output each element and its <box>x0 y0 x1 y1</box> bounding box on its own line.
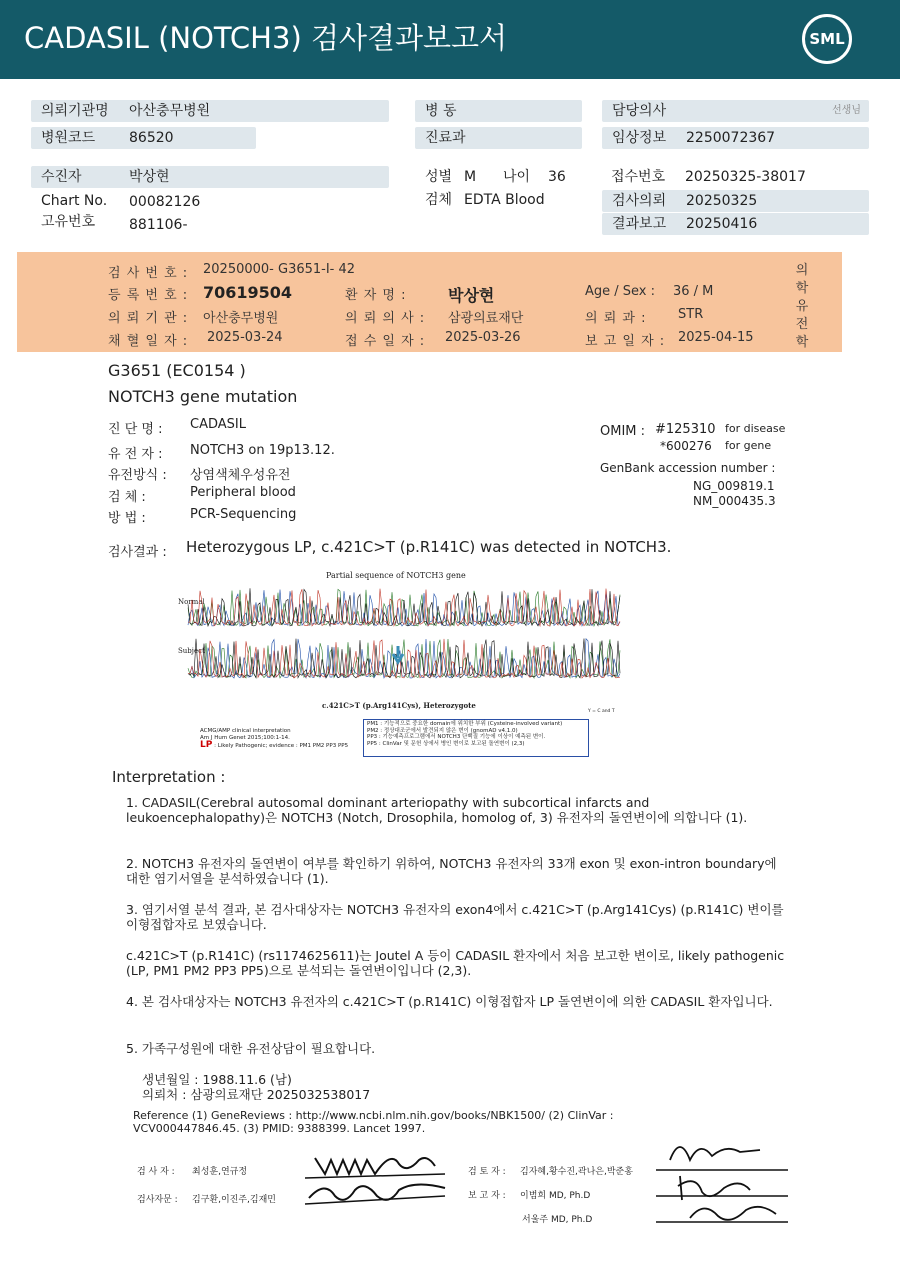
diagnosis-value: CADASIL <box>190 417 246 432</box>
age-value: 36 <box>548 169 566 185</box>
figure-caption: c.421C>T (p.Arg141Cys), Heterozygote <box>322 701 476 710</box>
acmg-reference <box>200 728 348 750</box>
request-label: 검사의뢰 <box>612 193 667 209</box>
scan-dept-label: 의 뢰 과 : <box>585 311 647 326</box>
tester-value: 최성훈,연규정 <box>192 1167 248 1177</box>
receipt-no-label: 접수번호 <box>611 169 666 185</box>
evidence-pm2: PM2 : 정상대조군에서 발견되지 않은 변이 (gnomAD v4.1.0) <box>367 727 518 734</box>
patient-label: 수진자 <box>41 169 82 185</box>
specimen-label-doc: 검 체 : <box>108 490 146 505</box>
scan-requester-label: 의 뢰 의 사 : <box>345 311 426 326</box>
scan-collect-value: 2025-03-24 <box>207 330 283 345</box>
scan-receive-label: 접 수 일 자 : <box>345 334 426 349</box>
scan-patient-label: 환 자 명 : <box>345 288 407 303</box>
interpretation-p3b: c.421C>T (p.R141C) (rs1174625611)는 Joutel A 등이 CADASIL 환자에서 처음 보고한 변이로, likely pathogenic (LP, PM1 PM2 PP3 PP5)으로 분석되는 돌연변이입니다 (2,3). <box>126 948 785 978</box>
interpretation-p2: 2. NOTCH3 유전자의 돌연변이 여부를 확인하기 위하여, NOTCH3 유전자의 33개 exon 및 exon-intron boundary에 대한 염기서열을 분석하였습니다 (1). <box>126 856 777 886</box>
scan-vertical-text: 의학유전학 <box>795 263 809 350</box>
scan-report-label: 보 고 일 자 : <box>585 334 666 349</box>
chart-value: 00082126 <box>129 194 201 210</box>
lp-label: LP <box>200 740 213 750</box>
evidence-pm1: PM1 : 기능적으로 중요한 domain에 위치한 부위 (Cysteine-involved variant) <box>367 721 563 727</box>
test-code: G3651 (EC0154 ) <box>108 361 246 380</box>
interpretation-p1: 1. CADASIL(Cerebral autosomal dominant arteriopathy with subcortical infarcts and leukoencephalopathy)은 NOTCH3 (Notch, Drosophila, homolog of, 3) 유전자의 돌연변이에 의합니다 (1). <box>126 795 748 825</box>
scan-receive-value: 2025-03-26 <box>445 330 521 345</box>
interpretation-p3: 3. 염기서열 분석 결과, 본 검사대상자는 NOTCH3 유전자의 exon4에서 c.421C>T (p.Arg141Cys) (p.R141C) 변이를 이형접합자로 보였습니다. <box>126 902 784 932</box>
id-label: 고유번호 <box>41 214 96 230</box>
report-row <box>602 213 869 235</box>
scan-report-value: 2025-04-15 <box>678 330 754 345</box>
requester-line: 의뢰처 : 삼광의료재단 2025032538017 <box>142 1087 371 1102</box>
evidence-legend-box <box>363 719 589 757</box>
scan-test-no-label: 검 사 번 호 : <box>108 266 189 281</box>
doctor-row <box>602 100 869 122</box>
omim-label: OMIM : <box>600 424 646 439</box>
advisor-label: 검사자문 : <box>137 1195 178 1205</box>
evidence-pp5: PP5 : ClinVar 및 문헌 상에서 병인 변이로 보고된 돌연변이 (2,3) <box>367 740 525 747</box>
reporter-label: 보 고 자 : <box>468 1191 506 1201</box>
report-label: 결과보고 <box>612 216 667 232</box>
acmg-line2: Am J Hum Genet 2015;100:1-14. <box>200 735 290 741</box>
clinical-info-value: 2250072367 <box>686 130 776 146</box>
acmg-line1: ACMG/AMP clinical interpretation <box>200 728 291 734</box>
gene-label: 유 전 자 : <box>108 447 163 462</box>
scan-dept-value: STR <box>678 307 704 322</box>
method-label: 방 법 : <box>108 511 146 526</box>
genbank-label: GenBank accession number : <box>600 461 776 475</box>
interpretation-heading: Interpretation : <box>112 768 226 786</box>
request-row <box>602 190 869 212</box>
scan-patient-value: 박상현 <box>448 286 495 305</box>
scan-age-sex-label: Age / Sex : <box>585 284 656 299</box>
hospital-code-row <box>31 127 256 149</box>
sex-label: 성별 <box>425 169 453 185</box>
doctor-label: 담당의사 <box>612 103 667 119</box>
result-value: Heterozygous LP, c.421C>T (p.R141C) was detected in NOTCH3. <box>186 538 672 556</box>
sequence-traces <box>188 588 620 678</box>
clinical-info-row <box>602 127 869 149</box>
interpretation-p5: 5. 가족구성원에 대한 유전상담이 필요합니다. <box>126 1041 376 1056</box>
inheritance-value: 상염색체우성유전 <box>190 468 291 483</box>
doctor-suffix: 선생님 <box>832 105 861 116</box>
evidence-pp3: PP3 : 기능예측프로그램에서 NOTCH3 단백질 기능에 이상이 예측된 변이. <box>367 734 546 740</box>
figure-yct-note: Y = C and T <box>588 709 615 714</box>
report-title: CADASIL (NOTCH3) 검사결과보고서 <box>24 21 508 55</box>
birth-date: 생년월일 : 1988.11.6 (남) <box>142 1072 292 1087</box>
omim-gene: *600276 <box>660 439 712 453</box>
reviewer-label: 검 토 자 : <box>468 1167 506 1177</box>
ward-row <box>415 100 582 122</box>
scan-reg-no-label: 등 록 번 호 : <box>108 288 189 303</box>
scan-collect-label: 채 혈 일 자 : <box>108 334 189 349</box>
ward-label: 병 동 <box>425 103 457 119</box>
omim-gene-note: for gene <box>725 439 772 452</box>
omim-disease: #125310 <box>655 422 716 437</box>
inheritance-label: 유전방식 : <box>108 468 167 483</box>
result-label: 검사결과 : <box>108 545 167 560</box>
scan-requester-value: 삼광의료재단 <box>448 311 524 326</box>
reference-line: Reference (1) GeneReviews : http://www.ncbi.nlm.nih.gov/books/NBK1500/ (2) ClinVar : VCV000447846.45. (3) PMID: 9388399. Lancet 1997. <box>133 1109 614 1135</box>
specimen-value: EDTA Blood <box>464 192 545 208</box>
sml-logo <box>802 14 852 64</box>
report-value: 20250416 <box>686 216 758 232</box>
interpretation-p4: 4. 본 검사대상자는 NOTCH3 유전자의 c.421C>T (p.R141C) 이형접합자 LP 돌연변이에 의한 CADASIL 환자입니다. <box>126 994 773 1009</box>
genbank-2: NM_000435.3 <box>693 494 776 508</box>
hospital-code-value: 86520 <box>129 130 174 146</box>
specimen-label: 검체 <box>425 192 453 208</box>
figure-subject-label: Subject <box>178 647 205 655</box>
patient-row <box>31 166 389 188</box>
reviewer-value: 김자혜,황수진,곽나은,박준홍 <box>520 1167 633 1177</box>
reporter-value: 이범희 MD, Ph.D <box>520 1191 591 1201</box>
receipt-no-value: 20250325-38017 <box>685 169 806 185</box>
header-bar <box>0 0 900 79</box>
sex-value: M <box>464 169 477 185</box>
lp-description: : Likely Pathogenic; evidence : PM1 PM2 PP3 PP5 <box>214 743 349 749</box>
figure-normal-label: Normal <box>178 598 205 606</box>
gene-value: NOTCH3 on 19p13.12. <box>190 443 335 458</box>
department-label: 진료과 <box>425 130 466 146</box>
specimen-value-doc: Peripheral blood <box>190 485 296 500</box>
institution-value: 아산충무병원 <box>129 103 211 119</box>
test-name: NOTCH3 gene mutation <box>108 387 298 406</box>
chart-label: Chart No. <box>41 193 108 209</box>
age-label: 나이 <box>503 169 531 185</box>
omim-disease-note: for disease <box>725 422 786 435</box>
chromatogram-figure <box>176 570 626 715</box>
diagnosis-label: 진 단 명 : <box>108 422 163 437</box>
advisor-value: 김구환,이진주,김재민 <box>192 1195 276 1205</box>
scan-institution-value: 아산충무병원 <box>203 311 279 326</box>
method-value: PCR-Sequencing <box>190 507 297 522</box>
scan-institution-label: 의 뢰 기 관 : <box>108 311 189 326</box>
hospital-code-label: 병원코드 <box>41 130 96 146</box>
signature-tester <box>295 1140 455 1210</box>
scan-test-no-value: 20250000- G3651-I- 42 <box>203 262 356 277</box>
scan-reg-no-value: 70619504 <box>203 283 293 302</box>
request-value: 20250325 <box>686 193 758 209</box>
reporter2-value: 서울주 MD, Ph.D <box>522 1215 593 1225</box>
tester-label: 검 사 자 : <box>137 1167 175 1177</box>
clinical-info-label: 임상정보 <box>612 130 667 146</box>
patient-value: 박상현 <box>129 169 170 185</box>
institution-label: 의뢰기관명 <box>41 103 109 119</box>
figure-title: Partial sequence of NOTCH3 gene <box>326 571 466 580</box>
department-row <box>415 127 582 149</box>
institution-row <box>31 100 389 122</box>
id-value: 881106- <box>129 217 188 233</box>
logo-text: SML <box>809 30 845 48</box>
genbank-1: NG_009819.1 <box>693 479 775 493</box>
scan-age-sex-value: 36 / M <box>673 284 714 299</box>
signature-reviewer <box>650 1130 790 1230</box>
